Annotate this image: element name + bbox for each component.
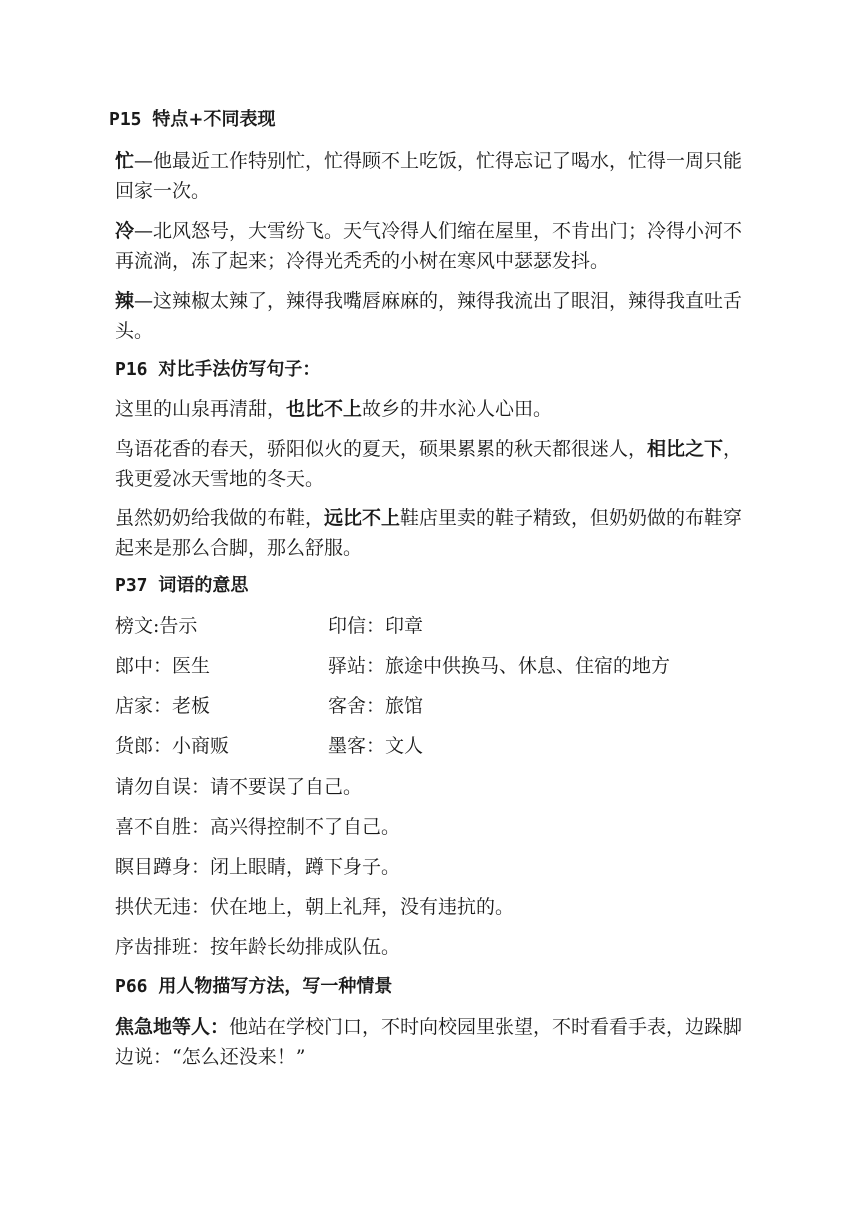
page-number: P66	[115, 976, 148, 997]
page-number: P37	[115, 575, 148, 596]
vocab-line: 请勿自误：请不要误了自己。	[115, 776, 363, 798]
vocab-pair-row	[115, 731, 745, 761]
vocab-pair-row	[115, 691, 745, 721]
contrast-sentence-1	[115, 394, 745, 424]
vocab-line: 喜不自胜：高兴得控制不了自己。	[115, 816, 401, 838]
vocab-definition: 货郎：小商贩	[115, 735, 230, 757]
vocab-line: 瞑目蹲身：闭上眼睛，蹲下身子。	[115, 856, 401, 878]
example-word: 忙	[115, 150, 135, 172]
page-number: P15	[109, 109, 142, 130]
example-text: —这辣椒太辣了，辣得我嘴唇麻麻的，辣得我流出了眼泪，辣得我直吐舌头。	[115, 290, 743, 342]
sentence-text: 这里的山泉再清甜，	[115, 398, 287, 420]
vocab-pair-row	[115, 611, 745, 641]
example-paragraph-spicy	[115, 286, 745, 346]
vocab-definition: 墨客：文人	[328, 735, 424, 757]
vocab-definition: 郎中：医生	[115, 655, 211, 677]
vocab-definition: 印信：印章	[328, 615, 424, 637]
vocab-definition: 店家：老板	[115, 695, 211, 717]
sentence-text: 鞋店里卖的鞋子精致，但奶奶做的布鞋穿起来是那么合脚，那么舒服。	[115, 507, 743, 559]
vocab-line: 序齿排班：按年龄长幼排成队伍。	[115, 936, 401, 958]
page-number: P16	[115, 359, 148, 380]
example-word: 辣	[115, 290, 135, 312]
vocab-definition: 驿站：旅途中供换马、休息、住宿的地方	[328, 655, 671, 677]
vocab-definition: 榜文:告示	[115, 615, 198, 637]
section-title: 对比手法仿写句子：	[158, 359, 321, 380]
sentence-keyword: 相比之下	[647, 438, 724, 460]
section-heading-p16	[115, 356, 320, 384]
scene-label: 焦急地等人：	[115, 1016, 230, 1038]
scene-description	[115, 1012, 745, 1072]
example-text: —北风怒号，大雪纷飞。天气冷得人们缩在屋里，不肯出门；冷得小河不再流淌，冻了起来；冷得光秃秃的小树在寒风中瑟瑟发抖。	[115, 220, 743, 272]
sentence-text: 故乡的井水沁人心田。	[362, 398, 553, 420]
scene-text: 他站在学校门口，不时向校园里张望，不时看看手表，边跺脚边说：“怎么还没来！”	[115, 1016, 743, 1068]
vocab-line: 拱伏无违：伏在地上，朝上礼拜，没有违抗的。	[115, 896, 515, 918]
example-text: —他最近工作特别忙，忙得顾不上吃饭，忙得忘记了喝水，忙得一周只能回家一次。	[115, 150, 743, 202]
example-paragraph-cold	[115, 216, 745, 276]
sentence-keyword: 也比不上	[286, 398, 363, 420]
contrast-sentence-2	[115, 434, 745, 494]
section-heading-p37	[115, 572, 248, 600]
section-title: 特点+不同表现	[152, 109, 276, 130]
section-heading-p66	[115, 973, 392, 1001]
vocab-pair-row	[115, 651, 745, 681]
section-title: 用人物描写方法，写一种情景	[158, 976, 393, 997]
sentence-keyword: 远比不上	[324, 507, 401, 529]
section-title: 词语的意思	[158, 575, 249, 596]
sentence-text: 鸟语花香的春天，骄阳似火的夏天，硕果累累的秋天都很迷人，	[115, 438, 648, 460]
sentence-text: 虽然奶奶给我做的布鞋，	[115, 507, 325, 529]
example-paragraph-busy	[115, 146, 745, 206]
example-word: 冷	[115, 220, 135, 242]
vocab-definition: 客舍：旅馆	[328, 695, 424, 717]
section-heading-p15	[109, 106, 275, 134]
sentence-text: ，我更爱冰天雪地的冬天。	[115, 438, 743, 490]
contrast-sentence-3	[115, 503, 745, 563]
